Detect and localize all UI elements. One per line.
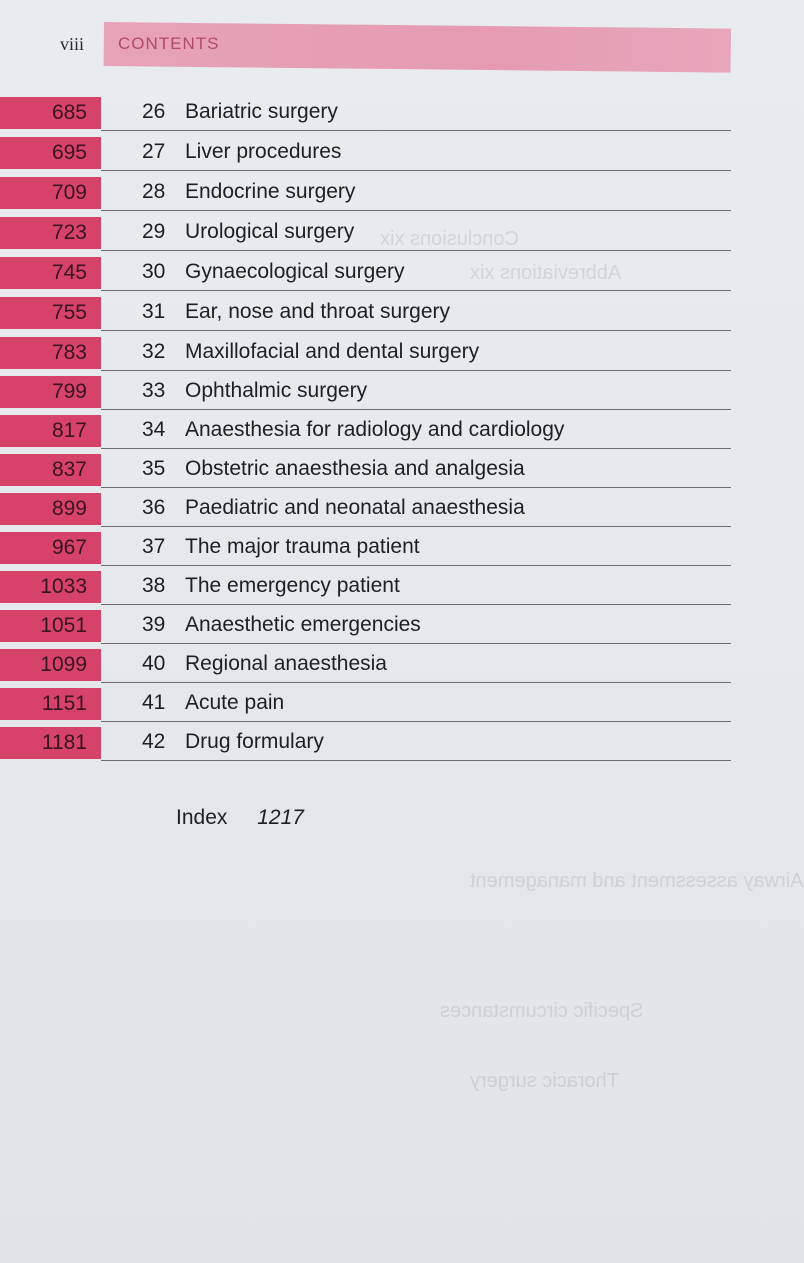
index-entry[interactable] — [176, 806, 304, 830]
row-divider — [101, 487, 731, 488]
chapter-title: Urological surgery — [185, 220, 355, 243]
chapter-number: 41 — [142, 691, 166, 714]
page-number-box: 817 — [0, 415, 101, 447]
chapter-title: Drug formulary — [185, 730, 324, 753]
toc-row[interactable] — [0, 608, 731, 646]
row-divider — [101, 682, 731, 683]
page-number-box: 723 — [0, 217, 101, 249]
toc-row[interactable] — [0, 335, 731, 373]
row-divider — [101, 526, 731, 527]
row-divider — [101, 290, 731, 291]
row-divider — [101, 604, 731, 605]
chapter-number: 34 — [142, 418, 166, 441]
show-through-text: Conclusions xix — [380, 228, 519, 250]
toc-row[interactable] — [0, 491, 731, 529]
row-divider — [101, 721, 731, 722]
page-number-box: 783 — [0, 337, 101, 369]
show-through-text: Airway assessment and management — [470, 870, 804, 892]
chapter-title: Anaesthesia for radiology and cardiology — [185, 418, 565, 441]
chapter-number: 42 — [142, 730, 166, 753]
chapter-title: Paediatric and neonatal anaesthesia — [185, 496, 525, 519]
row-divider — [101, 448, 731, 449]
row-divider — [101, 565, 731, 566]
page-number-box: 1151 — [0, 688, 101, 720]
page-number-box: 1099 — [0, 649, 101, 681]
toc-row[interactable] — [0, 413, 731, 451]
page-number-box: 755 — [0, 297, 101, 329]
page-number-box: 1181 — [0, 727, 101, 759]
chapter-title: Obstetric anaesthesia and analgesia — [185, 457, 525, 480]
toc-row[interactable] — [0, 452, 731, 490]
chapter-number: 30 — [142, 260, 166, 283]
chapter-title: Anaesthetic emergencies — [185, 613, 421, 636]
page-number-box: 1051 — [0, 610, 101, 642]
index-page: 1217 — [257, 806, 304, 829]
row-divider — [101, 130, 731, 131]
chapter-number: 31 — [142, 300, 166, 323]
row-divider — [101, 170, 731, 171]
chapter-number: 28 — [142, 180, 166, 203]
toc-row[interactable] — [0, 374, 731, 412]
index-label: Index — [176, 806, 228, 829]
row-divider — [101, 409, 731, 410]
chapter-title: Bariatric surgery — [185, 100, 338, 123]
chapter-number: 33 — [142, 379, 166, 402]
chapter-title: Ear, nose and throat surgery — [185, 300, 450, 323]
chapter-title: Liver procedures — [185, 140, 342, 163]
toc-row[interactable] — [0, 175, 731, 213]
chapter-number: 40 — [142, 652, 166, 675]
page-number: viii — [60, 34, 85, 54]
page-number-box: 745 — [0, 257, 101, 289]
toc-row[interactable] — [0, 95, 731, 133]
chapter-number: 27 — [142, 140, 166, 163]
page-number-box: 685 — [0, 97, 101, 129]
chapter-number: 39 — [142, 613, 166, 636]
row-divider — [101, 330, 731, 331]
row-divider — [101, 250, 731, 251]
show-through-text: Abbreviations xix — [470, 262, 622, 284]
show-through-text: Specific circumstances — [440, 1000, 644, 1022]
chapter-title: Acute pain — [185, 691, 285, 714]
section-title: CONTENTS — [118, 34, 220, 53]
page-number-box: 899 — [0, 493, 101, 525]
chapter-title: The emergency patient — [185, 574, 400, 597]
page-number-box: 1033 — [0, 571, 101, 603]
row-divider — [101, 210, 731, 211]
toc-row[interactable] — [0, 135, 731, 173]
page-number-box: 799 — [0, 376, 101, 408]
chapter-number: 32 — [142, 340, 166, 363]
toc-row[interactable] — [0, 295, 731, 333]
toc-row[interactable] — [0, 686, 731, 724]
chapter-number: 36 — [142, 496, 166, 519]
page-header — [0, 22, 731, 66]
chapter-title: The major trauma patient — [185, 535, 420, 558]
toc-row[interactable] — [0, 255, 731, 293]
chapter-number: 37 — [142, 535, 166, 558]
chapter-title: Endocrine surgery — [185, 180, 356, 203]
row-divider — [101, 370, 731, 371]
chapter-title: Regional anaesthesia — [185, 652, 387, 675]
toc-row[interactable] — [0, 647, 731, 685]
chapter-number: 38 — [142, 574, 166, 597]
page-number-box: 695 — [0, 137, 101, 169]
chapter-title: Maxillofacial and dental surgery — [185, 340, 480, 363]
chapter-title: Gynaecological surgery — [185, 260, 405, 283]
chapter-number: 26 — [142, 100, 166, 123]
chapter-number: 35 — [142, 457, 166, 480]
chapter-number: 29 — [142, 220, 166, 243]
page-number-box: 709 — [0, 177, 101, 209]
toc-row[interactable] — [0, 725, 731, 763]
toc-row[interactable] — [0, 569, 731, 607]
show-through-text: Thoracic surgery — [470, 1070, 619, 1092]
page-number-box: 967 — [0, 532, 101, 564]
toc-row[interactable] — [0, 215, 731, 253]
page-number-box: 837 — [0, 454, 101, 486]
chapter-title: Ophthalmic surgery — [185, 379, 368, 402]
row-divider — [101, 760, 731, 761]
toc-row[interactable] — [0, 530, 731, 568]
row-divider — [101, 643, 731, 644]
